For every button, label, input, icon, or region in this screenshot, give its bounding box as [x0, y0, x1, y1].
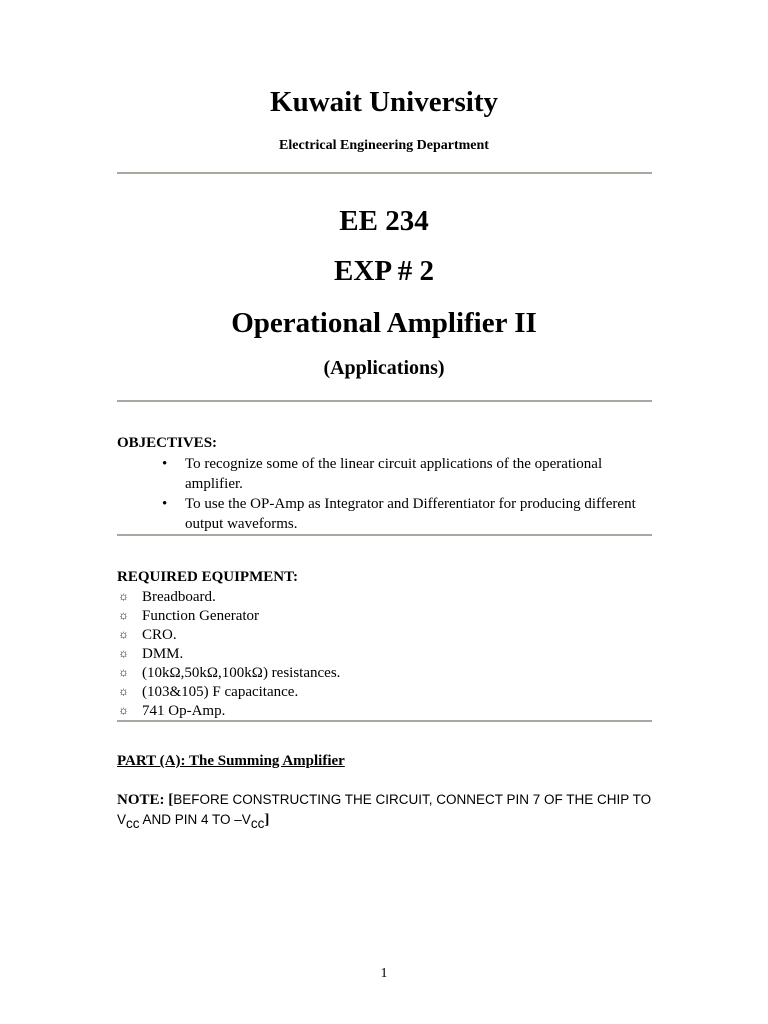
list-item [117, 626, 657, 645]
sun-bullet-icon: ☼ [118, 646, 129, 660]
sun-bullet-icon: ☼ [118, 665, 129, 679]
equipment-text: CRO. [142, 627, 177, 643]
note-text: BEFORE CONSTRUCTING THE CIRCUIT, CONNECT PIN 7 OF THE CHIP TO V [117, 792, 652, 827]
divider [117, 400, 652, 402]
equipment-text: Breadboard. [142, 589, 216, 605]
divider [117, 720, 652, 722]
experiment-subtopic: (Applications) [323, 357, 445, 379]
list-item [117, 607, 657, 626]
bullet-icon: • [162, 496, 168, 512]
list-item [117, 683, 657, 702]
experiment-number: EXP # 2 [334, 255, 434, 287]
divider [117, 534, 652, 536]
note-subscript: cc [250, 816, 265, 831]
list-item [162, 495, 662, 534]
list-item [162, 455, 662, 494]
divider [117, 172, 652, 174]
note-subscript: cc [126, 816, 140, 831]
equipment-heading: REQUIRED EQUIPMENT: [117, 569, 298, 585]
sun-bullet-icon: ☼ [118, 608, 129, 622]
objective-text: To use the OP-Amp as Integrator and Differentiator for producing different output waveforms. [185, 496, 636, 532]
department-name: Electrical Engineering Department [279, 138, 489, 153]
equipment-text: (10kΩ,50kΩ,100kΩ) resistances. [142, 665, 341, 681]
equipment-list [117, 588, 657, 721]
sun-bullet-icon: ☼ [118, 684, 129, 698]
list-item [117, 645, 657, 664]
equipment-text: DMM. [142, 646, 184, 662]
university-title: Kuwait University [270, 86, 498, 118]
objective-text: To recognize some of the linear circuit applications of the operational amplifier. [185, 456, 603, 492]
note-open-bracket: [ [168, 792, 174, 808]
objectives-list [162, 455, 662, 535]
list-item [117, 588, 657, 607]
bullet-icon: • [162, 456, 168, 472]
sun-bullet-icon: ☼ [118, 627, 129, 641]
experiment-topic: Operational Amplifier II [231, 307, 537, 339]
page-number: 1 [380, 966, 388, 981]
sun-bullet-icon: ☼ [118, 703, 129, 717]
list-item [117, 664, 657, 683]
part-a-heading: PART (A): The Summing Amplifier [117, 753, 345, 769]
sun-bullet-icon: ☼ [118, 589, 129, 603]
note-close-bracket: ] [264, 812, 270, 828]
equipment-text: Function Generator [142, 608, 260, 624]
note-text: AND PIN 4 TO –V [139, 812, 251, 827]
list-item [117, 702, 657, 721]
objectives-heading: OBJECTIVES: [117, 435, 218, 451]
course-code: EE 234 [339, 205, 429, 237]
note-paragraph [117, 790, 677, 834]
note-label: NOTE: [117, 792, 165, 808]
equipment-text: (103&105) F capacitance. [142, 684, 299, 700]
equipment-text: 741 Op-Amp. [142, 703, 226, 719]
